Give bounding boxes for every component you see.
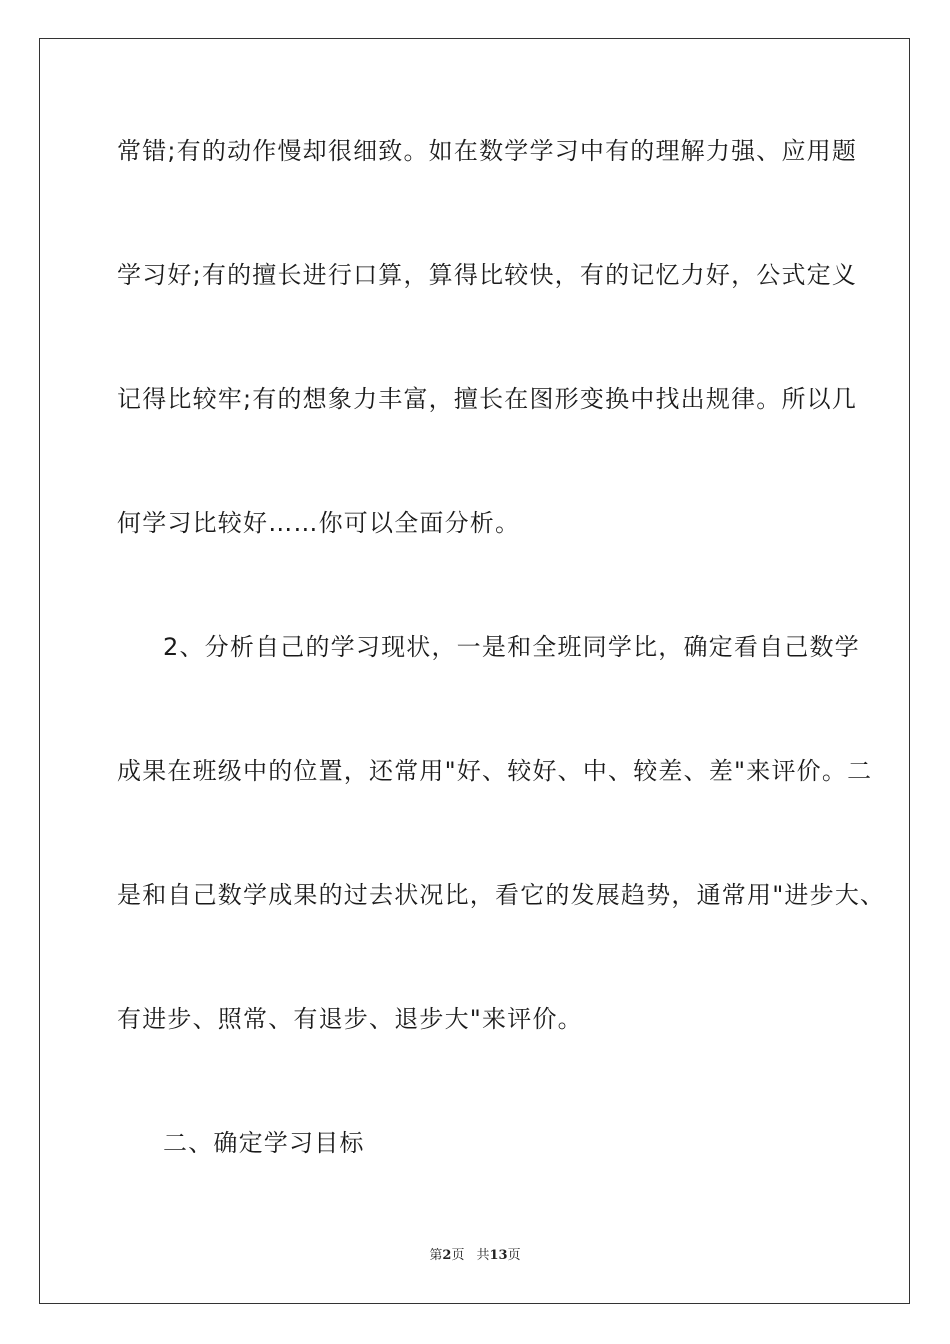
footer-total-prefix: 共 xyxy=(476,1248,490,1263)
page-footer xyxy=(0,1247,950,1265)
paragraph-line-3: 记得比较牢;有的想象力丰富，擅长在图形变换中找出规律。所以几 xyxy=(117,385,858,413)
footer-total-pages: 13 xyxy=(489,1248,508,1263)
footer-page-prefix: 第 xyxy=(429,1248,443,1263)
paragraph-line-8: 有进步、照常、有退步、退步大"来评价。 xyxy=(117,1005,583,1033)
page-border xyxy=(39,38,910,1304)
paragraph-line-7: 是和自己数学成果的过去状况比，看它的发展趋势，通常用"进步大、 xyxy=(117,881,886,909)
paragraph-line-1: 常错;有的动作慢却很细致。如在数学学习中有的理解力强、应用题 xyxy=(117,137,858,165)
paragraph-line-6: 成果在班级中的位置，还常用"好、较好、中、较差、差"来评价。二 xyxy=(117,757,873,785)
footer-page-number: 2 xyxy=(442,1248,452,1263)
footer-total-suffix: 页 xyxy=(507,1248,521,1263)
paragraph-line-4: 何学习比较好……你可以全面分析。 xyxy=(117,509,521,537)
paragraph-line-5: 2、分析自己的学习现状，一是和全班同学比，确定看自己数学 xyxy=(163,633,860,661)
footer-page-suffix: 页 xyxy=(451,1248,465,1263)
section-heading: 二、确定学习目标 xyxy=(163,1129,365,1157)
paragraph-line-2: 学习好;有的擅长进行口算，算得比较快，有的记忆力好，公式定义 xyxy=(117,261,858,289)
